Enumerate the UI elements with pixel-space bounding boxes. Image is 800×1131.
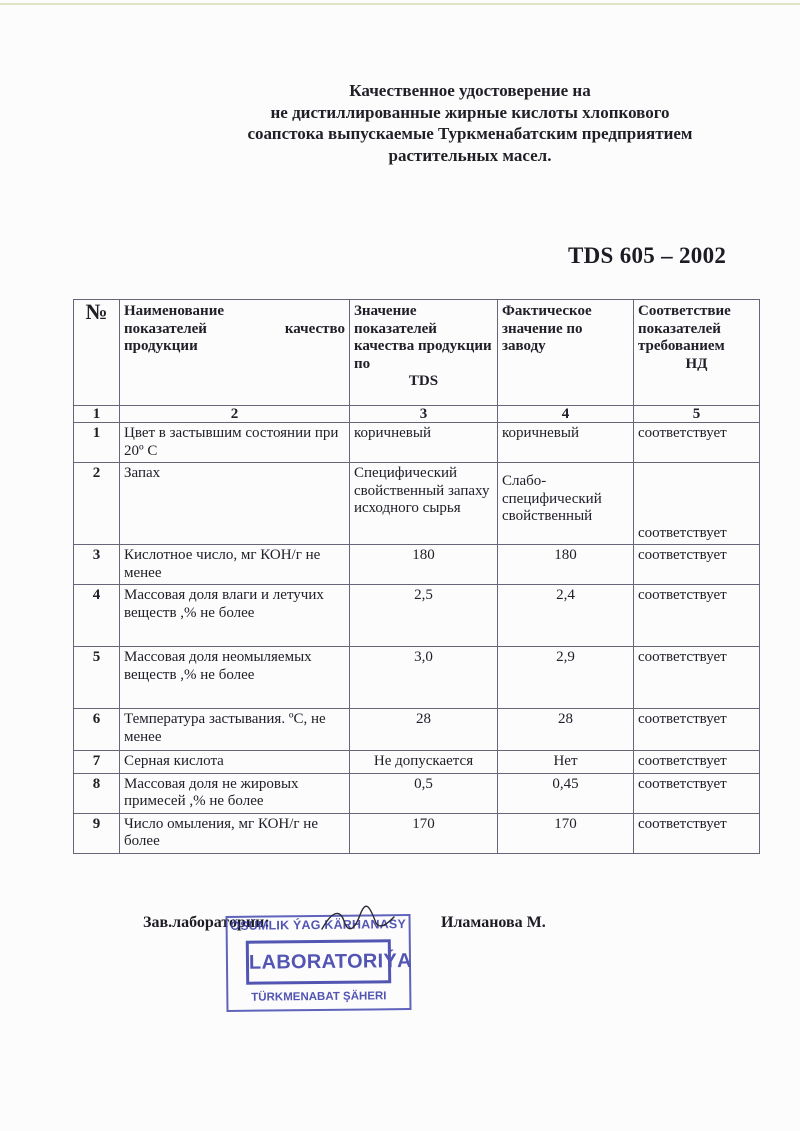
row-num: 6 [74,709,120,751]
header-name [120,300,350,406]
row-tds: Специфический свойственный запаху исходного сырья [350,463,498,545]
row-num: 5 [74,647,120,709]
row-tds: 3,0 [350,647,498,709]
standard-code: TDS 605 – 2002 [568,243,727,268]
row-actual: коричневый [498,423,634,463]
signature-icon [318,905,398,935]
column-number-2: 2 [120,406,350,423]
row-tds: 170 [350,813,498,853]
header-tds-value [350,300,498,406]
table-row [74,545,760,585]
row-conformity: соответствует [634,647,760,709]
row-conformity: соответствует [634,813,760,853]
table-row [74,813,760,853]
header-conformity-text: Соответствие показателей требованием [638,303,731,354]
table-row [74,647,760,709]
row-name: Серная кислота [120,751,350,774]
row-actual: 28 [498,709,634,751]
lab-head-name: Иламанова М. [441,914,546,931]
row-num: 3 [74,545,120,585]
header-tds-value-last: TDS [408,373,439,389]
row-name: Массовая доля влаги и летучих веществ ,% не более [120,585,350,647]
row-tds: 0,5 [350,773,498,813]
row-conformity: соответствует [634,709,760,751]
header-name-line-2 [124,321,345,339]
row-actual: 2,9 [498,647,634,709]
document-title [150,80,790,166]
header-name-line-1: Наименование [124,303,224,319]
table-row [74,463,760,545]
row-conformity: соответствует [634,773,760,813]
row-tds: Не допускается [350,751,498,774]
header-num: № [74,300,120,406]
column-number-5: 5 [634,406,760,423]
row-conformity: соответствует [634,423,760,463]
stamp-middle-text: LABORATORIÝA [246,939,391,985]
table-row [74,709,760,751]
header-actual: Фактическое значение по заводу [498,300,634,406]
title-line-1: Качественное удостоверение на [349,81,591,100]
row-actual: Нет [498,751,634,774]
row-name: Массовая доля неомыляемых веществ ,% не более [120,647,350,709]
title-line-4: растительных масел. [388,145,552,165]
row-num: 9 [74,813,120,853]
row-name: Цвет в застывшим состоянии при 20º С [120,423,350,463]
header-conformity-last: НД [685,355,708,372]
row-num: 1 [74,423,120,463]
header-conformity [634,300,760,406]
row-conformity: соответствует [634,751,760,774]
title-line-2: не дистиллированные жирные кислоты хлопкового [270,102,670,122]
column-number-row [74,406,760,423]
column-number-4: 4 [498,406,634,423]
stamp-top-text: ÖSÜMLIK ÝAG KÄRHANASY [230,917,407,933]
row-actual: 0,45 [498,773,634,813]
table-row [74,585,760,647]
row-name: Массовая доля не жировых примесей ,% не более [120,773,350,813]
table-row [74,773,760,813]
row-conformity: соответствует [634,585,760,647]
column-number-1: 1 [74,406,120,423]
title-line-3: соапстока выпускаемые Туркменабатским предприятием [247,124,693,143]
header-name-line-2a: показателей [124,320,207,337]
row-num: 4 [74,585,120,647]
row-tds: коричневый [350,423,498,463]
table-row [74,751,760,774]
header-name-line-3: продукции [124,338,198,354]
row-actual: Слабо-специфический свойственный [498,463,634,545]
row-name: Кислотное число, мг КОН/г не менее [120,545,350,585]
row-actual: 2,4 [498,585,634,647]
row-conformity: соответствует [634,463,760,545]
row-tds: 180 [350,545,498,585]
row-name: Запах [120,463,350,545]
row-num: 2 [74,463,120,545]
row-tds: 2,5 [350,585,498,647]
table-row [74,423,760,463]
row-num: 7 [74,751,120,774]
column-number-3: 3 [350,406,498,423]
row-tds: 28 [350,709,498,751]
stamp-bottom-text: TÜRKMENABAT ŞÄHERI [251,990,387,1004]
header-tds-value-text: Значение показателей качества продукции по [354,303,492,372]
lab-head-label: Зав.лаборатории: [143,914,270,931]
specification-table [73,299,760,854]
row-name: Число омыления, мг КОН/г не более [120,813,350,853]
row-actual: 180 [498,545,634,585]
row-actual: 170 [498,813,634,853]
scan-edge-line [0,3,800,5]
table-header-row [74,300,760,406]
header-name-line-2b: качество [284,320,345,337]
row-name: Температура застывания. ºС, не менее [120,709,350,751]
row-conformity: соответствует [634,545,760,585]
row-num: 8 [74,773,120,813]
